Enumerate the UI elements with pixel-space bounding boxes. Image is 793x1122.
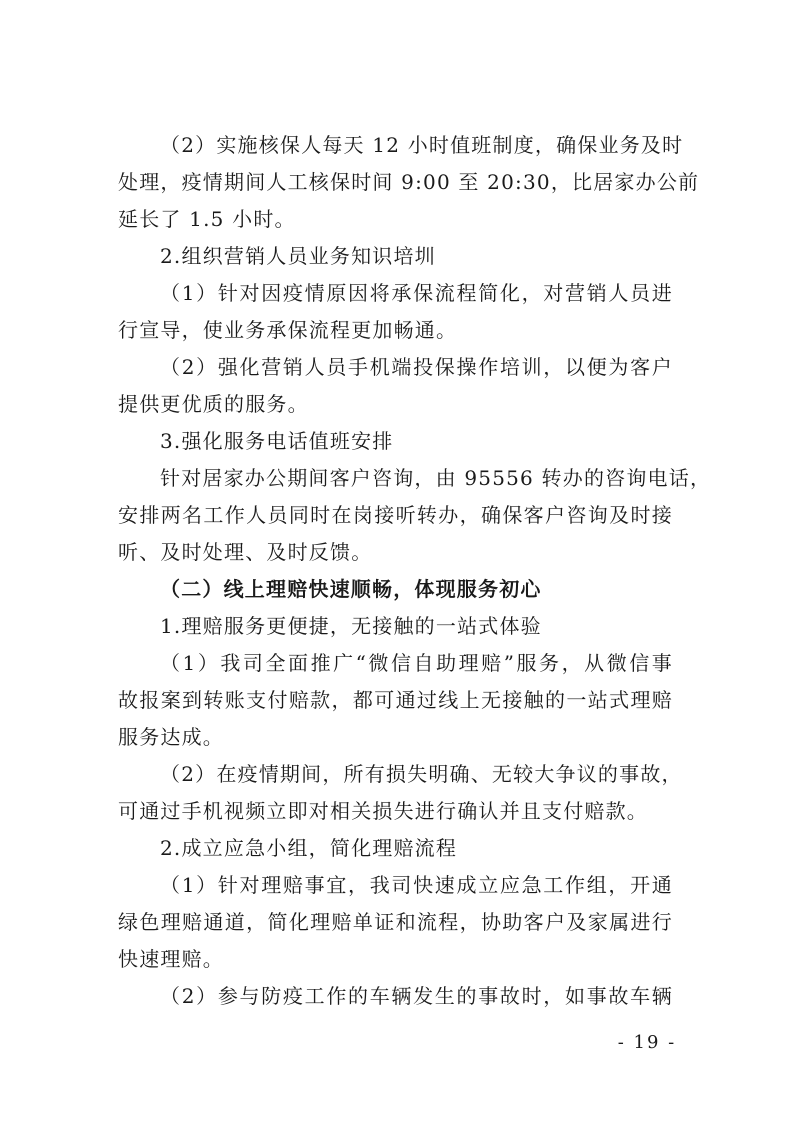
paragraph-line: 行宣导，使业务承保流程更加畅通。: [118, 318, 458, 342]
paragraph-line: （2）在疫情期间，所有损失明确、无较大争议的事故，: [160, 762, 683, 786]
paragraph-line: 故报案到转账支付赔款，都可通过线上无接触的一站式理赔: [118, 688, 673, 712]
subsection-heading: 2.成立应急小组，简化理赔流程: [160, 836, 458, 860]
subsection-heading: 1.理赔服务更便捷，无接触的一站式体验: [160, 614, 542, 638]
paragraph-line: 可通过手机视频立即对相关损失进行确认并且支付赔款。: [118, 799, 648, 823]
page-number: - 19 -: [617, 1032, 677, 1053]
subsection-heading: 3.强化服务电话值班安排: [160, 429, 394, 453]
document-body: [118, 127, 712, 1015]
paragraph-line: 服务达成。: [118, 725, 224, 749]
paragraph-line: 绿色理赔通道，简化理赔单证和流程，协助客户及家属进行: [118, 910, 673, 934]
paragraph-line: 处理，疫情期间人工核保时间 9:00 至 20:30，比居家办公前: [118, 170, 700, 194]
paragraph-line: （1）针对理赔事宜，我司快速成立应急工作组，开通: [160, 873, 673, 897]
paragraph-line: （2）强化营销人员手机端投保操作培训，以便为客户: [160, 355, 673, 379]
paragraph-line: 提供更优质的服务。: [118, 392, 309, 416]
paragraph-line: （2）参与防疫工作的车辆发生的事故时，如事故车辆: [160, 984, 673, 1008]
paragraph-line: 安排两名工作人员同时在岗接听转办，确保客户咨询及时接: [118, 503, 673, 527]
paragraph-line: 听、及时处理、及时反馈。: [118, 540, 373, 564]
paragraph-line: 针对居家办公期间客户咨询，由 95556 转办的咨询电话，: [160, 466, 712, 490]
paragraph-line: （1）我司全面推广“微信自助理赔”服务，从微信事: [160, 651, 673, 675]
paragraph-line: 快速理赔。: [118, 947, 224, 971]
paragraph-line: （1）针对因疫情原因将承保流程简化，对营销人员进: [160, 281, 673, 305]
paragraph-line: 延长了 1.5 小时。: [118, 207, 296, 231]
section-heading: （二）线上理赔快速顺畅，体现服务初心: [160, 577, 542, 601]
subsection-heading: 2.组织营销人员业务知识培圳: [160, 244, 436, 268]
paragraph-line: （2）实施核保人每天 12 小时值班制度，确保业务及时: [160, 133, 684, 157]
